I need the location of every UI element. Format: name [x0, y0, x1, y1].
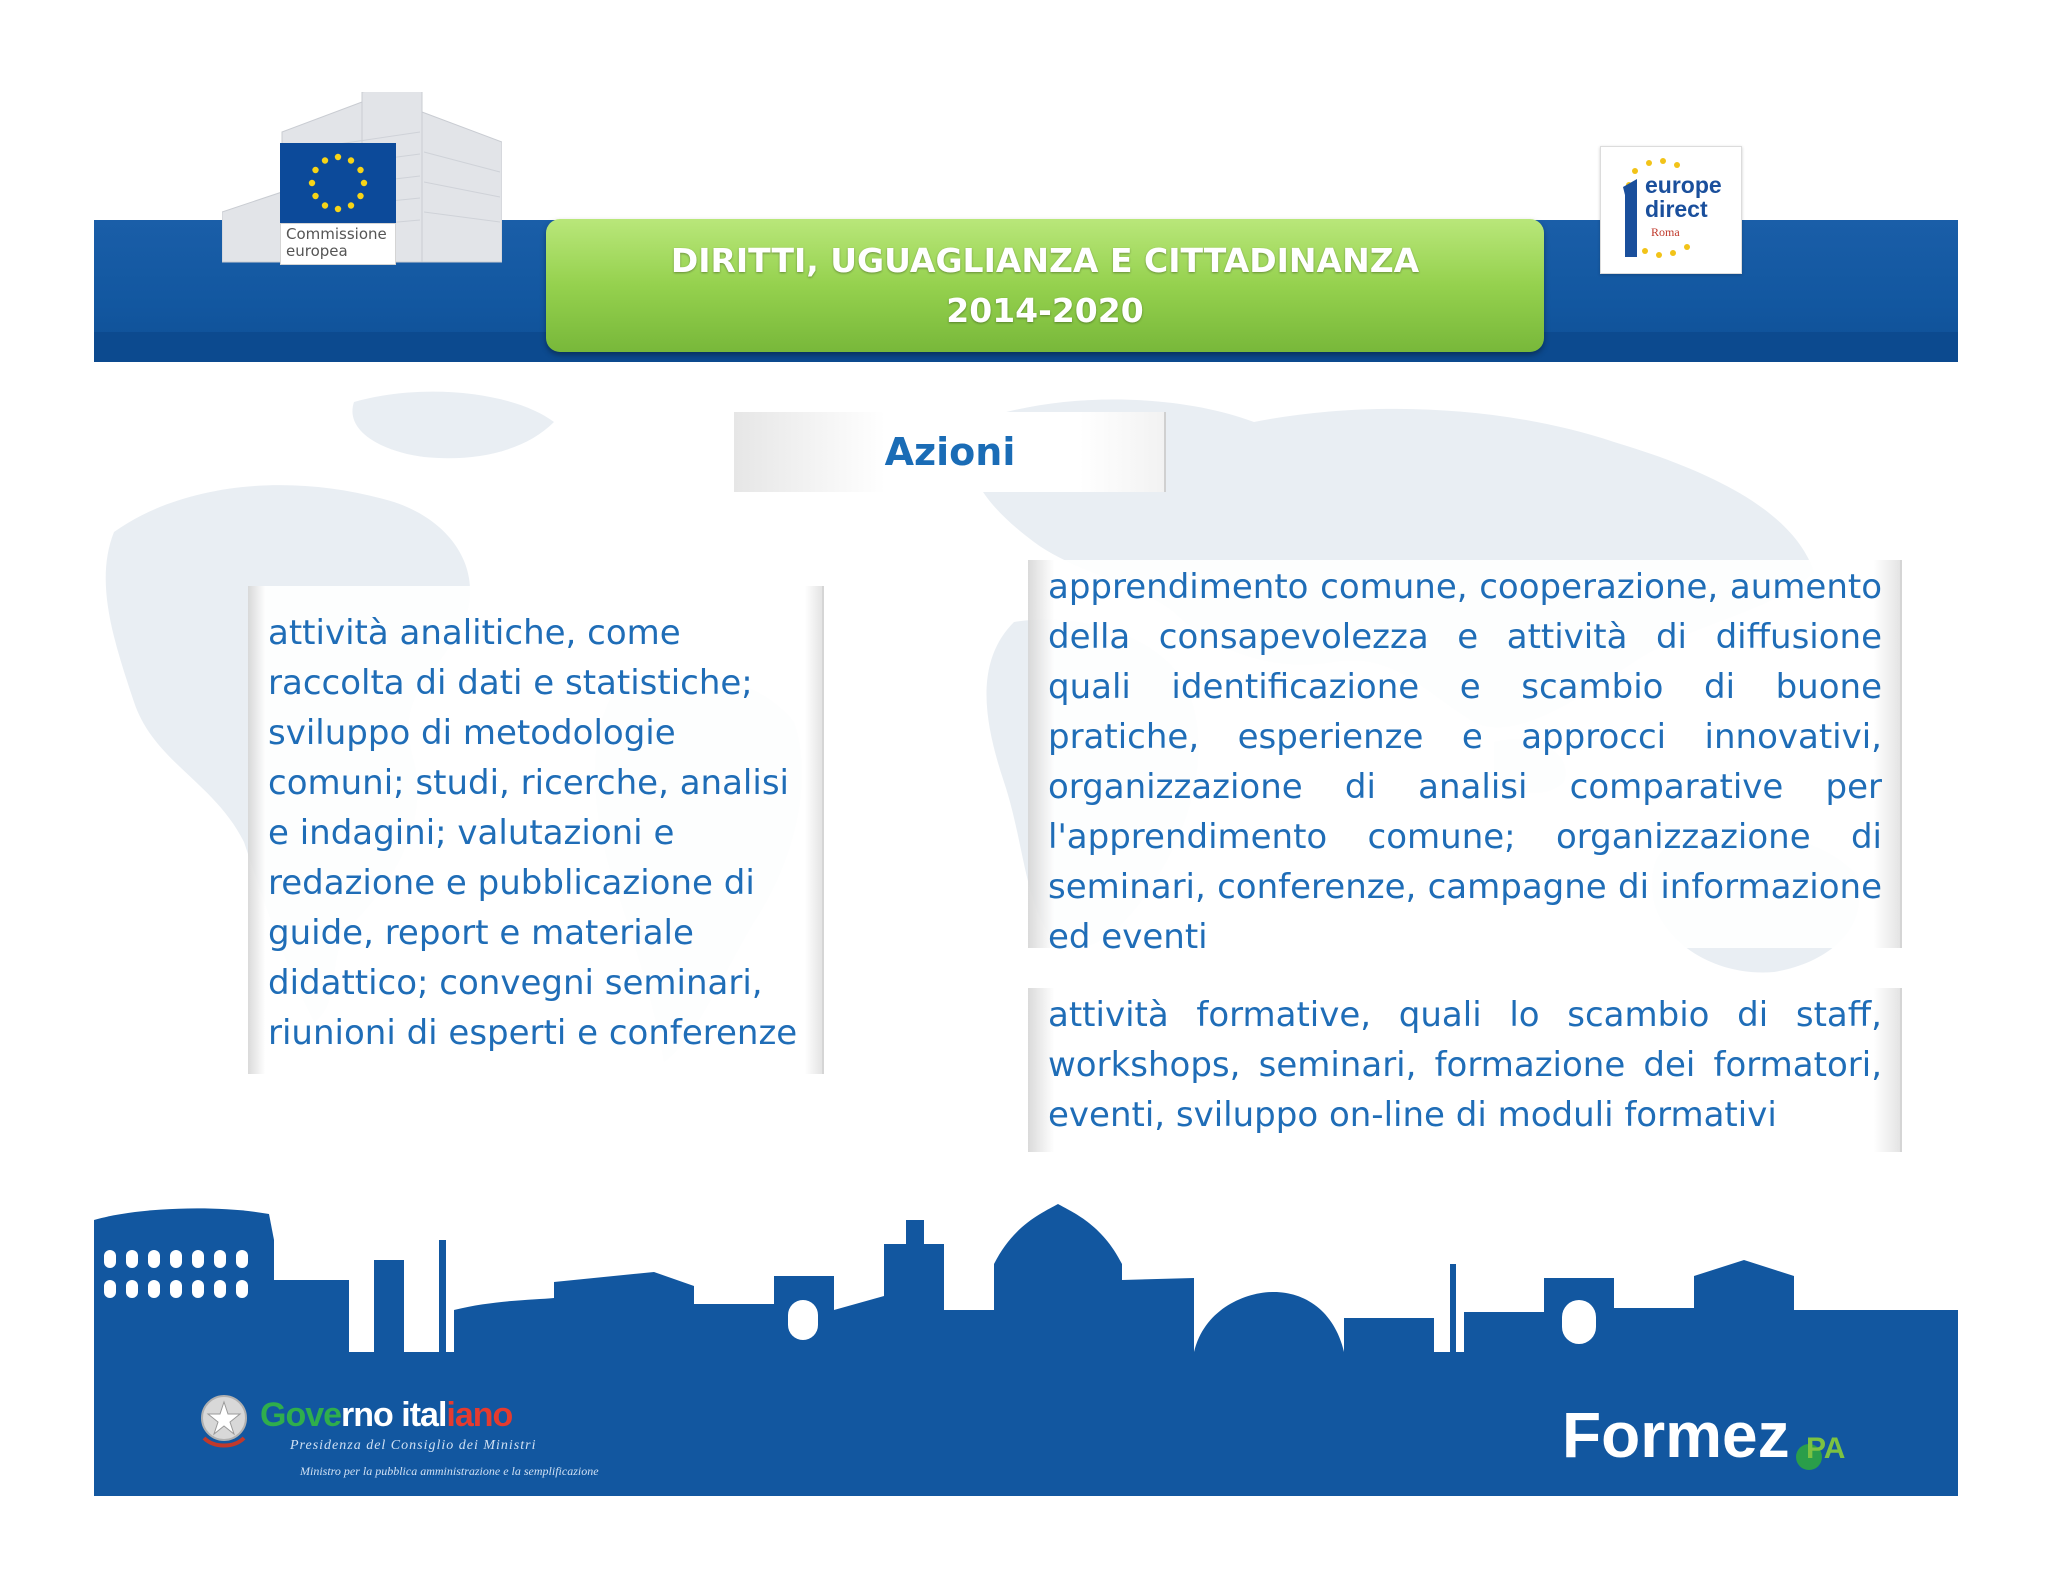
europe-direct-logo: [1600, 146, 1742, 274]
text-box-edge: [1900, 560, 1902, 948]
rome-skyline-silhouette: [94, 1200, 1958, 1352]
text-box-analytical-activities: [248, 586, 822, 1074]
slide-title-years: 2014-2020: [946, 290, 1144, 330]
governo-subtitle-ministro: Ministro per la pubblica amministrazione e la semplificazione: [300, 1464, 599, 1478]
governo-part-white: rno ital: [341, 1396, 447, 1434]
section-heading-edge: [1164, 412, 1166, 492]
governo-part-green: Gove: [260, 1396, 342, 1434]
governo-italiano-logo: [192, 1392, 642, 1482]
eu-flag-icon: [280, 143, 396, 223]
text-box-training-activities-text: attività formative, quali lo scambio di staff, workshops, seminari, formazione dei formatori, eventi, sviluppo on-line di moduli formativi: [1048, 995, 1882, 1135]
italian-emblem-icon: [196, 1392, 252, 1452]
europe-direct-text: europe direct: [1645, 172, 1722, 222]
text-box-mutual-learning-text: apprendimento comune, cooperazione, aumento della consapevolezza e attività di diffusione quali identificazione e scambio di buone pratiche, esperienze e approcci innovativi, organizzazione di analisi comparative per l'apprendimento comune; organizzazione di seminari, conferenze, campagne di informazione ed eventi: [1048, 567, 1882, 957]
text-box-training-activities: [1028, 988, 1900, 1152]
slide-title: DIRITTI, UGUAGLIANZA E CITTADINANZA: [670, 240, 1420, 280]
section-heading: Azioni: [734, 412, 1166, 492]
formez-logo-text: Formez: [1562, 1399, 1790, 1471]
formez-pa-text: PA: [1806, 1432, 1846, 1465]
europe-direct-city: Roma: [1651, 225, 1680, 239]
governo-italiano-title: [260, 1396, 512, 1435]
european-commission-label: Commissione europea: [280, 223, 396, 265]
text-box-analytical-activities-text: attività analitiche, come raccolta di dati e statistiche; sviluppo di metodologie comuni; studi, ricerche, analisi e indagini; valutazioni e redazione e pubblicazione di guide, report e materiale didattico; convegni seminari, riunioni di esperti e conferenze: [268, 613, 798, 1053]
text-box-edge: [822, 586, 824, 1074]
slide-title-box: [546, 219, 1544, 352]
governo-subtitle-presidenza: Presidenza del Consiglio dei Ministri: [290, 1438, 537, 1453]
text-box-edge: [1900, 988, 1902, 1152]
text-box-mutual-learning: [1028, 560, 1900, 957]
governo-part-red: iano: [446, 1396, 513, 1434]
